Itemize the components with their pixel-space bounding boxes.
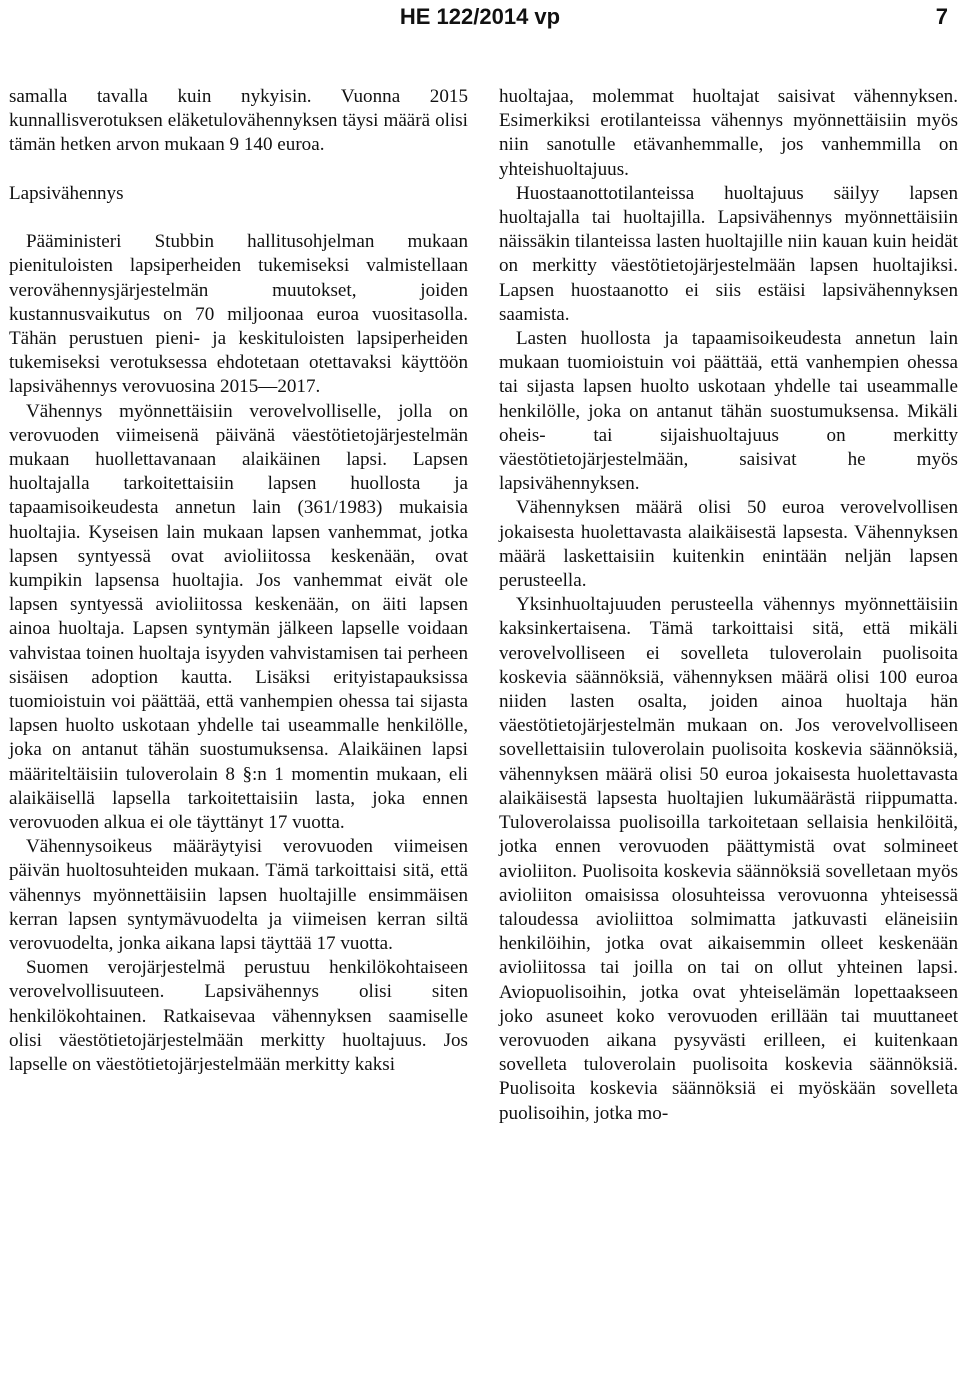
right-column	[499, 85, 958, 1126]
paragraph: Pääministeri Stubbin hallitusohjelman mukaan pienituloisten lapsiperheiden tukemiseksi valmistellaan verovähennysjärjestelmän muutokset, joiden kustannusvaikutus on 70 miljoonaa euroa vuositasolla. Tähän perustuen pieni- ja keskituloisten lapsiperheiden tukemiseksi verotuksessa ehdotetaan otettavaksi käyttöön lapsivähennys verovuosina 2015—2017.	[9, 231, 468, 398]
paragraph: Vähennys myönnettäisiin verovelvolliselle, jolla on verovuoden viimeisenä päivänä väestötietojärjestelmän mukaan huollettavanaan alaikäinen lapsi. Lapsen huoltajalla tarkoitettaisiin lapsen huollosta ja tapaamisoikeudesta annetun lain (361/1983) mukaisia huoltajia. Kyseisen lain mukaan lapsen vanhemmat, jotka lapsen syntyessä ovat avioliitossa keskenään, ovat kumpikin lapsensa huoltajia. Jos vanhemmat eivät ole lapsen syntyessä avioliitossa keskenään, on äiti lapsen ainoa huoltaja. Lapsen syntymän jälkeen lapselle voidaan vahvistaa toinen huoltaja isyyden vahvistamisen tai perheen sisäisen adoption kautta. Lisäksi erityistapauksissa tuomioistuin voi päättää, että vanhempien ohessa tai sijasta lapsen huolto uskotaan yhdelle tai useammalle henkilölle, joka on antanut tähän suostumuksensa. Alaikäinen lapsi määriteltäisiin tuloverolain 8 §:n 1 momentin mukaan, eli alaikäisellä lapsella tarkoitettaisiin lasta, joka ennen verovuoden alkua ei ole täyttänyt 17 vuotta.	[9, 400, 468, 834]
paragraph: Vähennyksen määrä olisi 50 euroa verovelvollisen jokaisesta huolettavasta alaikäisestä lapsesta. Vähennyksen määrä laskettaisiin kuitenkin enintään neljän lapsen perusteella.	[499, 497, 958, 592]
page-header	[0, 0, 960, 40]
page-number: 7	[935, 4, 948, 29]
paragraph: Lasten huollosta ja tapaamisoikeudesta annetun lain mukaan tuomioistuin voi päättää, että vanhempien ohessa tai sijasta lapsen huolto uskotaan yhdelle tai useammalle henkilölle, joka on antanut tähän suostumuksensa. Mikäli oheis- tai sijaishuoltajuus on merkitty väestötietojärjestelmään, saisivat he myös lapsivähennyksen.	[499, 328, 958, 495]
paragraph: huoltajaa, molemmat huoltajat saisivat vähennyksen. Esimerkiksi erotilanteissa vähennys myönnettäisiin myös niin sanotulle etävanhemmalle, jos vanhemmilla on yhteishuoltajuus.	[499, 86, 958, 180]
paragraph: Huostaanottotilanteissa huoltajuus säilyy lapsen huoltajalla tai huoltajilla. Lapsivähennys myönnettäisiin näissäkin tilanteissa lasten huoltajille niin kauan kuin heidät on merkitty väestötietojärjestelmään lapsen huoltajiksi. Lapsen huostaanotto ei siis estäisi lapsivähennyksen saamista.	[499, 182, 958, 325]
left-column	[9, 85, 468, 1077]
section-heading: Lapsivähennys	[9, 182, 124, 204]
paragraph: Yksinhuoltajuuden perusteella vähennys myönnettäisiin kaksinkertaisena. Tämä tarkoittaisi sitä, että mikäli verovelvolliseen ei sovelleta tuloverolain puolisoita koskevia säännöksiä, vähennyksen määrä olisi 100 euroa niiden lasten osalta, joiden ainoa huoltaja hän väestötietojärjestelmän mukaan on. Jos verovelvolliseen sovellettaisiin tuloverolain puolisoita koskevia säännöksiä, vähennyksen määrä olisi 50 euroa jokaisesta huolettavasta alaikäisestä lapsesta huoltajien lukumäärästä riippumatta. Tuloverolaissa puolisoilla tarkoitetaan sellaisia henkilöitä, jotka ennen verovuoden päättymistä ovat solmineet avioliiton. Puolisoita koskevia säännöksiä sovelletaan myös avioliiton omaisissa olosuhteissa verovuonna yhteisessä taloudessa avioliittoa solmimatta jatkuvasti eläneisiin henkilöihin, jotka ovat aikaisemmin olleet keskenään avioliitossa tai joilla on tai on ollut yhteinen lapsi. Aviopuolisoihin, jotka ovat yhteiselämän lopettaakseen joko asuneet koko verovuoden erillään tai muuttaneet verovuoden aikana pysyvästi erilleen, ei kuitenkaan sovelleta tuloverolain puolisoita koskevia säännöksiä. Puolisoita koskevia säännöksiä ei myöskään sovelleta puolisoihin, jotka mo-	[499, 594, 958, 1124]
paragraph: samalla tavalla kuin nykyisin. Vuonna 2015 kunnallisverotuksen eläketulovähennyksen täysi määrä olisi tämän hetken arvon mukaan 9 140 euroa.	[9, 86, 468, 156]
paragraph: Suomen verojärjestelmä perustuu henkilökohtaiseen verovelvollisuuteen. Lapsivähennys olisi siten henkilökohtainen. Ratkaisevaa vähennyksen saamiselle olisi väestötietojärjestelmään merkitty huoltajuus. Jos lapselle on väestötietojärjestelmään merkitty kaksi	[9, 957, 468, 1076]
document-id: HE 122/2014 vp	[399, 4, 561, 29]
paragraph: Vähennysoikeus määräytyisi verovuoden viimeisen päivän huoltosuhteiden mukaan. Tämä tarkoittaisi sitä, että vähennys myönnettäisiin lapsen huoltajille ensimmäisen kerran lapsen syntymävuodelta ja viimeisen kerran siltä verovuodelta, jonka aikana lapsi täyttää 17 vuotta.	[9, 836, 468, 955]
